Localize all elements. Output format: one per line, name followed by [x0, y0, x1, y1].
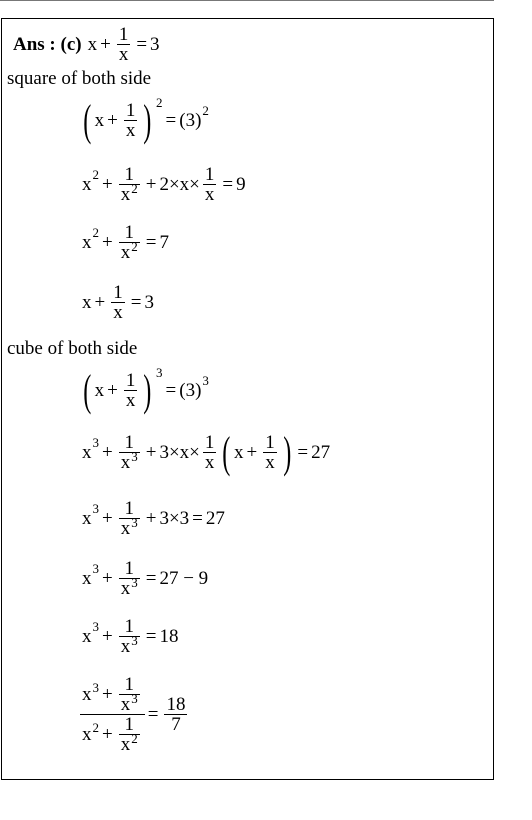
- var-x: x: [87, 34, 98, 55]
- fraction: [111, 283, 125, 322]
- result-fraction: [164, 695, 187, 734]
- plus-sign: +: [145, 174, 157, 195]
- plus-sign: +: [107, 380, 118, 402]
- right-paren: ): [143, 96, 152, 145]
- denominator: 7: [171, 714, 181, 735]
- plus-sign: +: [102, 232, 113, 253]
- exponent: 3: [92, 501, 99, 516]
- value: (3): [179, 110, 202, 132]
- var-x: x: [94, 380, 105, 402]
- var-x: x: [82, 626, 92, 647]
- numerator: 1: [124, 498, 134, 519]
- exponent: 2: [131, 181, 138, 196]
- answer-box: [1, 18, 494, 780]
- answer-line: [13, 25, 160, 64]
- denominator: x: [125, 390, 136, 412]
- numerator: 1: [124, 222, 134, 243]
- var-x: x: [82, 232, 92, 253]
- numerator: 1: [113, 282, 123, 303]
- value: 3: [150, 34, 160, 55]
- denominator: [119, 181, 140, 205]
- plus-sign: +: [102, 174, 113, 195]
- big-numerator: [80, 675, 145, 714]
- var-x: x: [82, 724, 92, 745]
- square-eq-3: [82, 223, 169, 262]
- numerator: 1: [204, 432, 215, 454]
- term: 3×3: [159, 508, 190, 529]
- var-x: x: [234, 442, 244, 464]
- denominator: x: [204, 452, 215, 474]
- fraction: [203, 165, 217, 204]
- value: 27: [311, 442, 331, 464]
- denominator: x: [204, 184, 215, 205]
- plus-sign: +: [102, 724, 113, 745]
- square-eq-1: [80, 95, 209, 145]
- var-x: x: [120, 518, 131, 539]
- plus-sign: +: [100, 34, 111, 55]
- fraction: [119, 433, 140, 472]
- exponent: 2: [92, 720, 99, 735]
- var-x: x: [82, 508, 92, 529]
- equals-sign: =: [145, 232, 157, 253]
- denominator: [119, 691, 140, 715]
- exponent: 3: [131, 515, 138, 530]
- fraction: [119, 499, 140, 538]
- exponent: 3: [131, 633, 138, 648]
- var-x: x: [82, 442, 92, 464]
- var-x: x: [120, 636, 131, 657]
- exponent: 3: [131, 575, 138, 590]
- equals-sign: =: [165, 380, 177, 402]
- var-x: x: [94, 110, 105, 132]
- denominator: [119, 449, 140, 474]
- var-x: x: [120, 242, 131, 263]
- exponent: 3: [131, 691, 138, 706]
- right-paren: ): [143, 366, 152, 415]
- numerator: 1: [124, 714, 134, 735]
- fraction: [124, 371, 138, 410]
- plus-sign: +: [102, 626, 113, 647]
- fraction: [117, 25, 131, 64]
- square-eq-2: [82, 165, 246, 204]
- exponent: 3: [92, 435, 99, 451]
- left-paren: (: [83, 366, 92, 415]
- square-heading: square of both side: [7, 68, 152, 89]
- value: 3: [144, 292, 154, 313]
- var-x: x: [120, 694, 131, 715]
- var-x: x: [82, 684, 92, 705]
- numerator: 18: [166, 694, 186, 715]
- exponent: 3: [202, 373, 209, 389]
- denominator: [119, 515, 140, 539]
- fraction: [119, 223, 140, 262]
- plus-sign: +: [102, 568, 113, 589]
- fraction: [124, 101, 138, 140]
- var-x: x: [82, 568, 92, 589]
- plus-sign: +: [94, 292, 106, 313]
- var-x: x: [120, 578, 131, 599]
- plus-sign: +: [145, 442, 157, 464]
- exponent: 3: [156, 365, 163, 381]
- right-paren: ): [283, 428, 292, 477]
- equals-sign: =: [222, 174, 234, 195]
- numerator: 1: [124, 558, 134, 579]
- cube-eq-2: [82, 428, 331, 477]
- denominator: [119, 575, 140, 599]
- exponent: 3: [131, 449, 138, 465]
- value: 18: [159, 626, 179, 647]
- var-x: x: [82, 292, 92, 313]
- fraction: [119, 617, 140, 656]
- big-fraction: [80, 675, 145, 754]
- numerator: 1: [124, 674, 134, 695]
- cube-eq-4: [82, 559, 208, 598]
- plus-sign: +: [102, 684, 113, 705]
- exponent: 2: [131, 239, 138, 254]
- numerator: 1: [124, 616, 134, 637]
- equals-sign: =: [147, 704, 159, 725]
- left-paren: (: [83, 96, 92, 145]
- exponent: 2: [92, 225, 99, 240]
- left-paren: (: [222, 428, 231, 477]
- denominator: [119, 731, 140, 755]
- top-rule: [0, 0, 494, 5]
- value: (3): [179, 380, 202, 402]
- cube-eq-5: [82, 617, 178, 656]
- exponent: 3: [92, 680, 99, 695]
- cube-heading: cube of both side: [7, 338, 138, 359]
- value: 27: [205, 508, 225, 529]
- var-x: x: [120, 452, 131, 474]
- numerator: 1: [124, 432, 134, 454]
- numerator: 1: [125, 370, 136, 392]
- value: 9: [236, 174, 246, 195]
- var-x: x: [82, 174, 92, 195]
- plus-sign: +: [145, 508, 157, 529]
- answer-label: Ans : (c): [13, 34, 82, 55]
- cube-eq-1: [80, 365, 209, 415]
- term: 3×x×: [159, 442, 200, 464]
- value: 7: [159, 232, 169, 253]
- equals-sign: =: [145, 626, 157, 647]
- fraction: [119, 675, 140, 714]
- fraction: [203, 433, 217, 472]
- denominator: x: [265, 452, 275, 474]
- plus-sign: +: [102, 508, 113, 529]
- numerator: 1: [125, 100, 136, 122]
- cube-eq-3: [82, 499, 225, 538]
- fraction: [119, 559, 140, 598]
- var-x: x: [120, 734, 131, 755]
- denominator: x: [113, 302, 123, 323]
- denominator: [119, 239, 140, 263]
- plus-sign: +: [102, 442, 113, 464]
- fraction: [263, 433, 277, 472]
- plus-sign: +: [107, 110, 118, 132]
- given-eq: [82, 283, 154, 322]
- fraction: [119, 165, 140, 204]
- numerator: 1: [118, 24, 129, 45]
- equals-sign: =: [165, 110, 177, 132]
- exponent: 2: [131, 731, 138, 746]
- numerator: 1: [265, 432, 275, 454]
- equals-sign: =: [136, 34, 148, 55]
- value: 27 − 9: [159, 568, 209, 589]
- equals-sign: =: [192, 508, 203, 529]
- exponent: 2: [92, 167, 99, 182]
- exponent: 2: [156, 95, 163, 111]
- big-denominator: [80, 715, 145, 754]
- equals-sign: =: [130, 292, 142, 313]
- equals-sign: =: [145, 568, 157, 589]
- exponent: 3: [92, 561, 99, 576]
- denominator: x: [125, 120, 136, 142]
- numerator: 1: [204, 164, 215, 185]
- numerator: 1: [124, 164, 134, 185]
- fraction: [119, 715, 140, 754]
- term: 2×x×: [159, 174, 200, 195]
- var-x: x: [120, 184, 131, 205]
- exponent: 2: [202, 103, 209, 119]
- exponent: 3: [92, 619, 99, 634]
- final-ratio: [80, 675, 190, 754]
- denominator: x: [118, 44, 129, 65]
- denominator: [119, 633, 140, 657]
- plus-sign: +: [246, 442, 258, 464]
- equals-sign: =: [297, 442, 309, 464]
